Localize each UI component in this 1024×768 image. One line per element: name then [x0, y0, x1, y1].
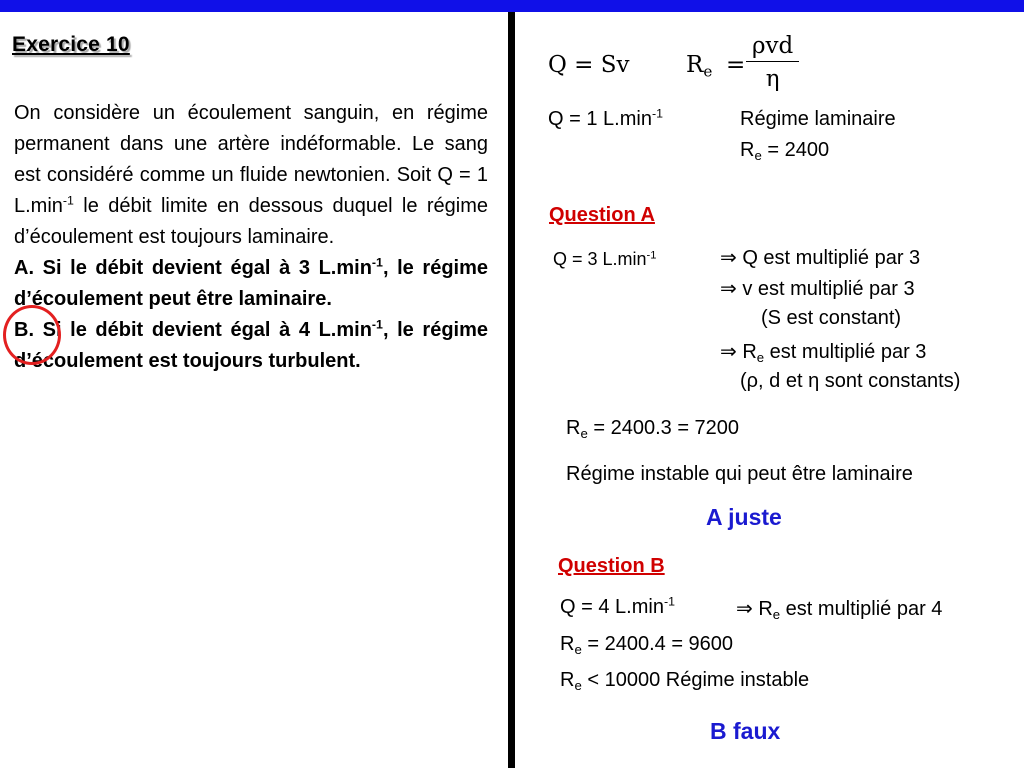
top-bar [0, 0, 1024, 12]
statement-b: B. Si le débit devient égal à 4 $L.\min^{-1}$, le régime d’écoulement est toujours turbulent. [14, 317, 488, 372]
reynolds-symbol: $R_e$ [686, 52, 713, 81]
given-flow: Q = 1 $L.\min^{-1}$ [548, 106, 663, 130]
question-b-comparison: $R_e < 10000$ Régime instable [560, 669, 810, 693]
fraction-numerator: ρvd [746, 33, 799, 62]
reynolds-equals: = [726, 52, 746, 78]
exercise-statement [14, 98, 488, 377]
question-b-verdict: B faux [710, 718, 781, 744]
question-a-note-1: (S est constant) [761, 307, 902, 329]
question-a-flow: Q = 3 $L.\min^{-1}$ [553, 249, 657, 269]
fraction-denominator: η [765, 66, 780, 92]
question-a-step-1: ⇒ Q est multiplié par 3 [720, 247, 921, 269]
exercise-title: Exercice 10 [12, 33, 130, 56]
intro-paragraph: On considère un écoulement sanguin, en régime permanent dans une artère indéformable. Le sang est considéré comme un fluide newtonien. Soit Q = 1 $L.\min^{-1}$ le débit limite en dessous duquel le régime d’écoulement est toujours laminaire. [14, 102, 488, 248]
given-reynolds: $R_e = 2400$ [740, 139, 830, 163]
question-a-calc: $R_e = 2400.3 = 7200$ [566, 417, 740, 441]
question-b-flow: Q = 4 $L.\min^{-1}$ [560, 594, 675, 618]
reynolds-fraction [746, 33, 799, 92]
question-a-conclusion: Régime instable qui peut être laminaire [566, 463, 913, 485]
question-a-verdict: A juste [706, 504, 782, 530]
statement-a: A. Si le débit devient égal à 3 $L.\min^{-1}$, le régime d’écoulement peut être laminaire. [14, 255, 488, 310]
question-b-heading: Question B [558, 555, 665, 577]
column-divider [508, 12, 515, 768]
question-a-heading: Question A [549, 204, 655, 226]
flow-formula: Q = Sv [548, 52, 630, 78]
question-b-calc: $R_e = 2400.4 = 9600$ [560, 633, 734, 657]
question-b-step: ⇒ $R_e$ est multiplié par 4 [736, 598, 943, 622]
given-regime: Régime laminaire [740, 108, 896, 130]
question-a-note-2: (ρ, d et η sont constants) [740, 370, 961, 392]
question-a-step-3: ⇒ $R_e$ est multiplié par 3 [720, 341, 927, 365]
highlight-circle [3, 305, 61, 365]
question-a-step-2: ⇒ v est multiplié par 3 [720, 278, 915, 300]
